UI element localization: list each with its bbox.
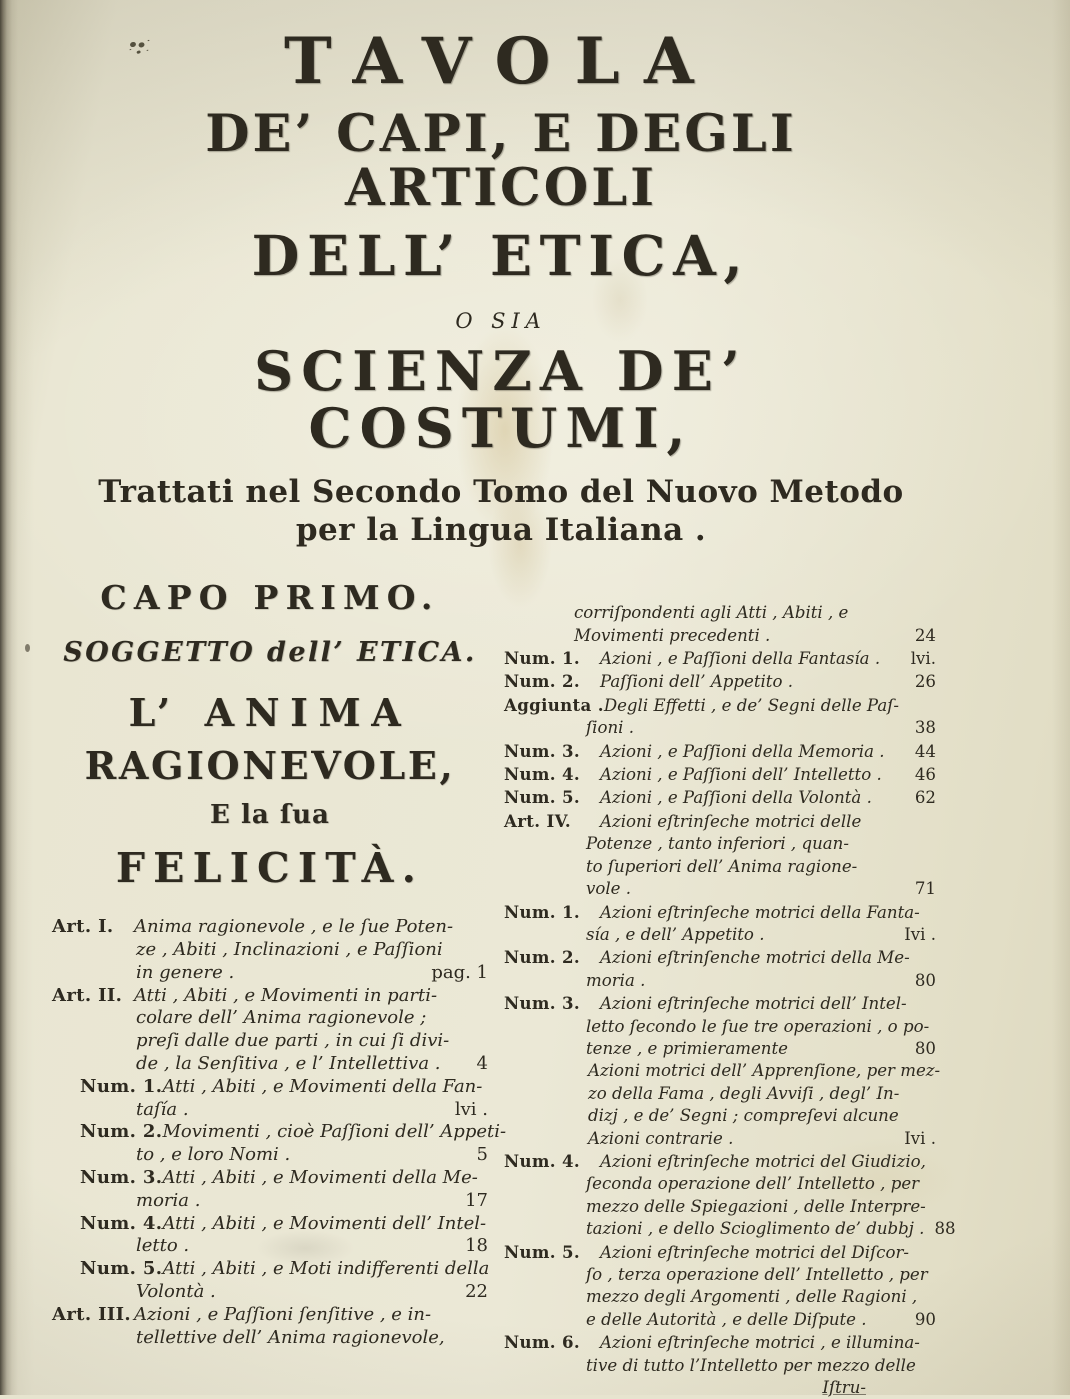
toc-line <box>52 1190 488 1213</box>
toc-line <box>52 1099 488 1122</box>
chapter-heading: CAPO PRIMO. <box>100 578 440 618</box>
toc-entry <box>52 1121 507 1167</box>
entry-text: tellettive dell’ Anima ragionevole, <box>136 1326 445 1348</box>
entry-text: Azioni , e Paſſioni della Fantasía . <box>600 649 881 669</box>
toc-entry <box>504 810 936 901</box>
page-number: 24 <box>914 625 936 645</box>
section-title-line-2: RAGIONEVOLE, <box>84 743 456 789</box>
entry-label: Art. II. <box>52 984 123 1006</box>
entry-text: vole . <box>586 879 632 899</box>
page-number: Ivi . <box>904 1128 936 1148</box>
toc-entry <box>504 763 936 786</box>
entry-text: preſi dalle due parti , in cui ſi divi- <box>136 1030 450 1052</box>
page-number: 17 <box>465 1189 488 1211</box>
toc-line <box>52 1213 488 1236</box>
toc-entry <box>504 946 936 992</box>
toc-line <box>504 1331 936 1354</box>
catchword: Iſtru- <box>822 1378 866 1398</box>
page-number: 38 <box>914 718 936 738</box>
page-number: Ivi . <box>904 924 936 944</box>
toc-entry <box>52 1213 488 1259</box>
page-title-line-1: TAVOLA <box>284 24 718 99</box>
entry-text: taſía . <box>136 1098 189 1120</box>
entry-text: letto ſecondo le ſue tre operazioni , o po- <box>586 1016 930 1036</box>
entry-text: Azioni eſtrinſeche motrici dell’ Intel- <box>600 994 907 1014</box>
entry-text: tazioni , e dello Scioglimento de’ dubbj . <box>586 1219 925 1239</box>
toc-line <box>52 1258 488 1281</box>
toc-line <box>52 1144 488 1167</box>
toc-line <box>52 939 488 962</box>
toc-entry <box>52 1076 488 1122</box>
page-number: 80 <box>914 1038 936 1058</box>
entry-text: Potenze , tanto inferiori , quan- <box>586 834 849 854</box>
toc-line <box>504 694 936 717</box>
toc-line <box>504 1060 941 1082</box>
toc-line <box>52 1030 488 1053</box>
entry-text: tive di tutto l’Intelletto per mezzo delle <box>586 1355 916 1375</box>
two-column-toc <box>52 574 956 1399</box>
toc-line <box>504 647 936 670</box>
toc-entry <box>504 992 936 1060</box>
toc-line <box>504 670 936 693</box>
toc-entries-left <box>52 916 507 1349</box>
entry-text: Atti , Abiti , e Movimenti della Fan- <box>162 1075 483 1097</box>
entry-text: Atti , Abiti , e Moti indifferenti della <box>162 1258 490 1280</box>
entry-text: e delle Autorità , e delle Diſpute . <box>586 1309 867 1329</box>
page-title-line-3: DELL’ ETICA, <box>251 223 751 289</box>
toc-line <box>52 1007 488 1030</box>
toc-line <box>504 833 936 855</box>
toc-entry <box>504 602 936 647</box>
entry-text: Azioni eſtrinſeche motrici delle <box>600 811 862 831</box>
page-number: 88 <box>934 1219 956 1239</box>
page-number: 18 <box>465 1235 488 1257</box>
toc-line <box>504 1218 956 1240</box>
entry-text: ſioni . <box>586 718 634 738</box>
entry-text: in genere . <box>136 961 235 983</box>
toc-entry <box>52 1167 488 1213</box>
entry-text: mezzo delle Spiegazioni , delle Interpre- <box>586 1196 926 1216</box>
entry-text: tenze , e primieramente <box>586 1038 788 1058</box>
page-number: 71 <box>914 879 936 899</box>
toc-entry <box>504 786 936 809</box>
toc-entry <box>52 985 488 1076</box>
entry-label: Num. 1. <box>80 1075 163 1097</box>
entry-text: Movimenti , cioè Paſſioni dell’ Appeti- <box>162 1121 507 1143</box>
entry-text: Anima ragionevole , e le ſue Poten- <box>134 916 454 938</box>
page-number: lvi . <box>454 1098 488 1120</box>
page-number: 26 <box>914 672 936 692</box>
paper-speck <box>25 644 30 652</box>
toc-line <box>504 1355 936 1377</box>
entry-text: mezzo degli Argomenti , delle Ragioni , <box>586 1287 918 1307</box>
toc-line <box>504 1128 936 1150</box>
toc-entry <box>504 647 936 670</box>
toc-line <box>52 1076 488 1099</box>
toc-line <box>504 740 936 763</box>
page-number: 4 <box>476 1053 488 1074</box>
entry-label: Num. 1. <box>504 901 580 922</box>
toc-entry <box>504 740 936 763</box>
entry-label: Num. 3. <box>504 993 580 1014</box>
toc-line <box>52 1167 488 1190</box>
toc-line <box>504 1196 936 1218</box>
entry-text: Azioni eſtrinſeche motrici del Diſcor- <box>600 1242 909 1262</box>
toc-entry <box>52 1304 488 1350</box>
entry-text: Degli Effetti , e de’ Segni delle Paſ- <box>603 695 899 715</box>
entry-label: Num. 4. <box>504 764 580 785</box>
entry-text: Atti , Abiti , e Movimenti dell’ Intel- <box>162 1212 487 1234</box>
toc-line <box>504 1150 936 1173</box>
toc-entry <box>504 694 936 740</box>
subtitle-scienza: SCIENZA DE’ COSTUMI, <box>254 338 748 460</box>
toc-line <box>52 1327 488 1350</box>
entry-text: Azioni eſtrinſeche motrici della Fanta- <box>600 902 920 922</box>
entry-text: Azioni , e Paſſioni della Volontà . <box>600 788 872 808</box>
toc-line <box>504 856 936 878</box>
entry-text: de , la Senſitiva , e l’ Intellettiva . <box>136 1053 441 1074</box>
toc-line <box>52 1281 488 1304</box>
toc-line <box>504 1083 936 1105</box>
page-number: 62 <box>914 788 936 808</box>
entry-label: Num. 1. <box>504 648 580 669</box>
tagline-line-2: per la Lingua Italiana . <box>295 512 707 549</box>
entry-text: letto . <box>136 1235 190 1257</box>
toc-entry <box>52 1258 488 1304</box>
toc-line <box>504 786 936 809</box>
entry-text: Movimenti precedenti . <box>574 625 771 645</box>
toc-entries-right <box>504 602 956 1377</box>
entry-label: Art. III. <box>52 1303 132 1325</box>
toc-line <box>504 878 936 900</box>
toc-line <box>504 1309 936 1331</box>
subtitle-o-sia: O SIA <box>455 308 547 333</box>
entry-label: Num. 5. <box>80 1258 163 1280</box>
entry-label: Num. 4. <box>80 1212 163 1234</box>
entry-text: to , e loro Nomi . <box>136 1144 291 1166</box>
entry-text: ze , Abiti , Inclinazioni , e Paſſioni <box>136 939 443 961</box>
entry-text: Atti , Abiti , e Movimenti in parti- <box>134 984 438 1006</box>
toc-line <box>52 1121 507 1144</box>
toc-line <box>52 985 488 1008</box>
toc-line <box>52 1235 488 1258</box>
toc-line <box>504 1241 936 1264</box>
section-title-line-1: L’ ANIMA <box>128 690 412 736</box>
entry-text: ſeconda operazione dell’ Intelletto , per <box>586 1174 920 1194</box>
page-number: pag. 1 <box>431 961 488 983</box>
entry-text: dizj , e de’ Segni ; compreſevi alcune <box>588 1106 899 1126</box>
entry-label: Num. 2. <box>80 1121 163 1143</box>
tagline-line-1: Trattati nel Secondo Tomo del Nuovo Metodo <box>98 474 904 511</box>
page-number: lvi. <box>910 649 936 669</box>
toc-entry <box>504 670 936 693</box>
toc-line <box>504 602 936 624</box>
toc-entry <box>504 901 936 947</box>
page-number: 46 <box>914 765 936 785</box>
entry-text: colare dell’ Anima ragionevole ; <box>136 1007 427 1029</box>
toc-line <box>504 1016 936 1038</box>
toc-line <box>504 1105 936 1127</box>
toc-line <box>52 916 488 939</box>
page-edge-shadow <box>1052 0 1070 1395</box>
page-number: 80 <box>914 970 936 990</box>
page-content <box>52 0 956 1399</box>
entry-text: Azioni , e Paſſioni dell’ Intelletto . <box>600 765 882 785</box>
section-title-line-4: FELICITÀ. <box>115 844 425 893</box>
title-block <box>52 0 936 548</box>
toc-line <box>504 946 936 969</box>
toc-line <box>504 717 936 739</box>
entry-label: Num. 5. <box>504 1241 580 1262</box>
page-number: 5 <box>476 1144 488 1166</box>
toc-line <box>504 970 936 992</box>
page-number: 90 <box>914 1309 936 1329</box>
toc-line <box>504 1286 936 1308</box>
toc-entry <box>52 916 488 984</box>
page-gutter-shadow <box>0 0 34 1395</box>
toc-line <box>504 1038 936 1060</box>
entry-text: Azioni eſtrinſeche motrici , e illumina- <box>600 1333 920 1353</box>
entry-text: Atti , Abiti , e Movimenti della Me- <box>162 1166 478 1188</box>
entry-text: Azioni eſtrinſeche motrici del Giudizio, <box>600 1151 926 1171</box>
entry-label: Num. 3. <box>504 740 580 761</box>
entry-text: moria . <box>136 1189 201 1211</box>
entry-text: corriſpondenti agli Atti , Abiti , e <box>574 603 849 623</box>
entry-label: Num. 5. <box>504 787 580 808</box>
section-title-line-3: E la ſua <box>210 800 330 831</box>
entry-text: Azioni , e Paſſioni ſenſitive , e in- <box>134 1303 432 1325</box>
entry-label: Art. IV. <box>504 810 572 831</box>
entry-text: ſo , terza operazione dell’ Intelletto , per <box>586 1265 928 1284</box>
entry-text: to ſuperiori dell’ Anima ragione- <box>586 856 858 876</box>
entry-text: Azioni , e Paſſioni della Memoria . <box>600 741 885 761</box>
entry-text: moria . <box>586 970 646 990</box>
entry-label: Num. 6. <box>504 1332 580 1353</box>
toc-entry <box>504 1150 956 1241</box>
toc-line <box>504 625 936 647</box>
entry-text: Azioni motrici dell’ Apprenſione, per mez- <box>588 1061 941 1081</box>
toc-line <box>504 924 936 946</box>
toc-entry <box>504 1331 936 1377</box>
entry-text: Azioni contrarie . <box>588 1128 734 1148</box>
page-number: 22 <box>465 1280 488 1302</box>
toc-line <box>504 1173 936 1195</box>
entry-label: Num. 2. <box>504 671 580 692</box>
entry-text: zo della Fama , degli Avviſi , degl’ In- <box>588 1083 900 1103</box>
page-title-line-2: DE’ CAPI, E DEGLI ARTICOLI <box>205 104 797 218</box>
entry-label: Aggiunta . <box>504 694 604 715</box>
entry-label: Num. 4. <box>504 1150 580 1171</box>
toc-line <box>504 763 936 786</box>
entry-text: sía , e dell’ Appetito . <box>586 924 765 944</box>
toc-line <box>52 1304 488 1327</box>
toc-line <box>504 810 936 833</box>
toc-column-right <box>504 574 956 1399</box>
toc-line <box>52 1053 488 1076</box>
entry-text: Paſſioni dell’ Appetito . <box>600 672 793 692</box>
toc-entry <box>504 1241 936 1332</box>
toc-column-left <box>52 574 507 1399</box>
toc-line <box>504 901 936 924</box>
page-number: 44 <box>914 741 936 761</box>
chapter-subject: SOGGETTO dell’ ETICA. <box>63 637 477 669</box>
entry-text: Volontà . <box>136 1280 216 1302</box>
toc-line <box>504 992 936 1015</box>
entry-label: Num. 3. <box>80 1166 163 1188</box>
entry-label: Num. 2. <box>504 947 580 968</box>
entry-label: Art. I. <box>52 916 114 938</box>
toc-line <box>52 962 488 985</box>
toc-entry <box>504 1060 941 1150</box>
toc-line <box>504 1264 936 1286</box>
entry-text: Azioni eſtrinſenche motrici della Me- <box>600 948 910 968</box>
